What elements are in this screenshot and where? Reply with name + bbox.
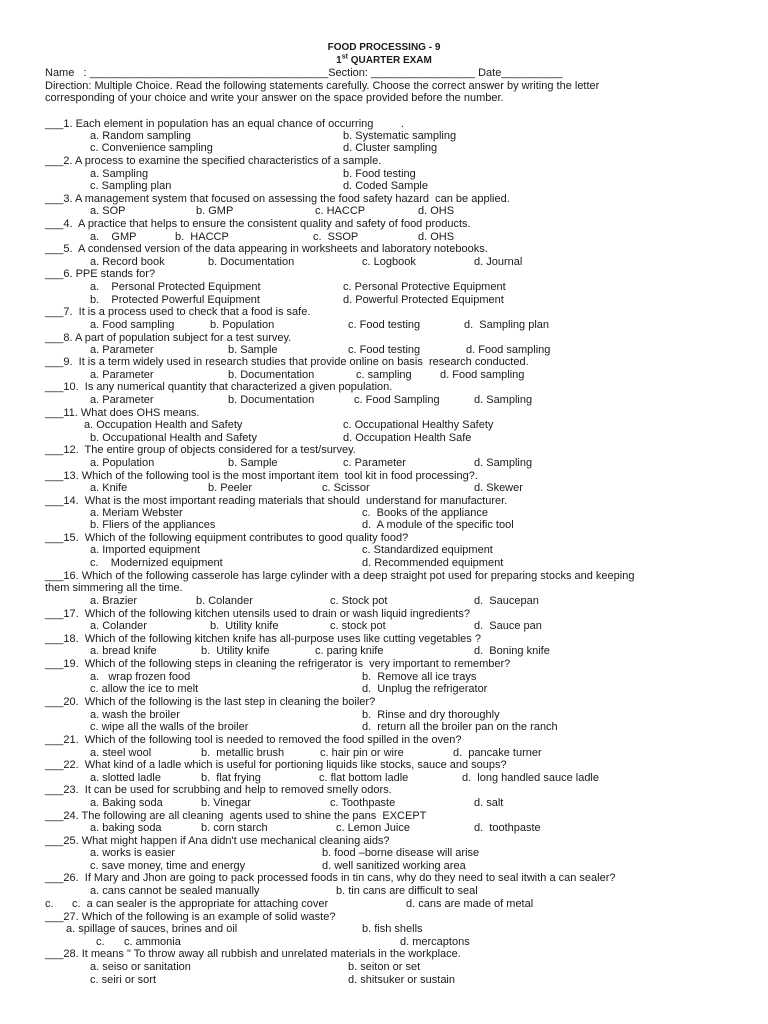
question-stem: ___20. Which of the following is the last step in cleaning the boiler? <box>45 696 376 708</box>
answer-choice: a. Personal Protected Equipment <box>90 281 261 293</box>
question-stem: ___17. Which of the following kitchen utensils used to drain or wash liquid ingredients? <box>45 608 470 620</box>
student-info-line: Name : _______________________________________Section: _________________ Date__________ <box>45 67 563 79</box>
answer-choice: d. Cluster sampling <box>343 142 438 154</box>
answer-choice: b. Occupational Health and Safety <box>90 432 257 444</box>
answer-choice: b. Colander <box>196 595 253 607</box>
answer-choice: b. Documentation <box>228 369 315 381</box>
answer-choice: a. Occupation Health and Safety <box>84 419 243 431</box>
question-stem: ___16. Which of the following casserole has large cylinder with a deep straight pot used for preparing stocks and keeping <box>45 570 635 582</box>
answer-choice: c. <box>96 936 105 948</box>
answer-choice: a. baking soda <box>90 822 162 834</box>
exam-name: QUARTER EXAM <box>350 55 432 66</box>
answer-choice: c. seiri or sort <box>90 974 157 986</box>
answer-choice: d. Coded Sample <box>343 180 428 192</box>
question-stem: ___4. A practice that helps to ensure the consistent quality and safety of food products. <box>45 218 471 230</box>
answer-choice: c. Modernized equipment <box>90 557 223 569</box>
answer-choice: a. slotted ladle <box>90 772 161 784</box>
answer-choice: a. seiso or sanitation <box>90 961 191 973</box>
answer-choice: a. steel wool <box>90 747 152 759</box>
answer-choice: c. a can sealer is the appropriate for attaching cover <box>72 898 329 910</box>
answer-choice: c. sampling <box>356 369 412 381</box>
answer-choice: d. OHS <box>418 231 455 243</box>
question-stem: ___18. Which of the following kitchen knife has all-purpose uses like cutting vegetables ? <box>45 633 481 645</box>
answer-choice: a. wrap frozen food <box>90 671 191 683</box>
question-stem: ___9. It is a term widely used in research studies that provide online on basis research conducted. <box>45 356 529 368</box>
exam-ordinal: 1 <box>336 55 342 66</box>
question-stem: ___14. What is the most important reading materials that should understand for manufacturer. <box>45 495 508 507</box>
answer-choice: b. Sample <box>228 457 278 469</box>
answer-choice: b. fish shells <box>362 923 423 935</box>
answer-choice: d. Sauce pan <box>474 620 542 632</box>
answer-choice: b. seiton or set <box>348 961 421 973</box>
question-stem: ___3. A management system that focused on assessing the food safety hazard can be applied. <box>45 193 510 205</box>
answer-choice: c. Toothpaste <box>330 797 396 809</box>
answer-choice: a. Imported equipment <box>90 544 201 556</box>
answer-choice: b. metallic brush <box>201 747 285 759</box>
question-stem: ___6. PPE stands for? <box>45 268 156 280</box>
exam-title: FOOD PROCESSING - 9 <box>327 42 441 53</box>
answer-choice: b. GMP <box>196 205 234 217</box>
question-stem: ___1. Each element in population has an equal chance of occurring . <box>45 118 404 130</box>
answer-choice: a. Random sampling <box>90 130 191 142</box>
answer-choice: d. OHS <box>418 205 455 217</box>
answer-choice: c. HACCP <box>315 205 366 217</box>
question-stem: ___19. Which of the following steps in cleaning the refrigerator is very important to remember? <box>45 658 511 670</box>
question-stem: ___22. What kind of a ladle which is useful for portioning liquids like stocks, sauce and soups? <box>45 759 507 771</box>
answer-choice: a. Knife <box>90 482 128 494</box>
answer-choice: b. Remove all ice trays <box>362 671 477 683</box>
answer-choice: d. Food sampling <box>466 344 551 356</box>
answer-choice: c. ammonia <box>124 936 181 948</box>
answer-choice: c. hair pin or wire <box>320 747 404 759</box>
answer-choice: a. Population <box>90 457 155 469</box>
answer-choice: c. paring knife <box>315 645 384 657</box>
question-stem: ___25. What might happen if Ana didn't use mechanical cleaning aids? <box>45 835 390 847</box>
answer-choice: c. stock pot <box>330 620 386 632</box>
question-stem: ___27. Which of the following is an example of solid waste? <box>45 911 336 923</box>
answer-choice: b. Documentation <box>228 394 315 406</box>
answer-choice: d. mercaptons <box>400 936 470 948</box>
answer-choice: c. Books of the appliance <box>362 507 488 519</box>
answer-choice: d. Saucepan <box>474 595 539 607</box>
answer-choice: a. Food sampling <box>90 319 175 331</box>
answer-choice: b. Rinse and dry thoroughly <box>362 709 500 721</box>
answer-choice: d. well sanitized working area <box>322 860 466 872</box>
answer-choice: d. A module of the specific tool <box>362 519 514 531</box>
answer-choice: a. Parameter <box>90 344 154 356</box>
answer-choice: a. Parameter <box>90 369 154 381</box>
answer-choice: b. Systematic sampling <box>343 130 457 142</box>
answer-choice: a. bread knife <box>90 645 157 657</box>
answer-choice: a. cans cannot be sealed manually <box>90 885 260 897</box>
answer-choice: b. Food testing <box>343 168 416 180</box>
answer-choice: a. Meriam Webster <box>90 507 183 519</box>
answer-choice: d. Powerful Protected Equipment <box>343 294 504 306</box>
question-stem: ___21. Which of the following tool is needed to removed the food spilled in the oven? <box>45 734 462 746</box>
question-stem: ___10. Is any numerical quantity that characterized a given population. <box>45 381 393 393</box>
answer-choice: a. Brazier <box>90 595 138 607</box>
answer-choice: c. wipe all the walls of the broiler <box>90 721 249 733</box>
question-stem: ___2. A process to examine the specified characteristics of a sample. <box>45 155 382 167</box>
answer-choice: c. Parameter <box>343 457 406 469</box>
answer-choice: d. Recommended equipment <box>362 557 504 569</box>
question-stem: ___23. It can be used for scrubbing and help to removed smelly odors. <box>45 784 392 796</box>
question-stem: ___28. It means " To throw away all rubbish and unrelated materials in the workplace. <box>45 948 461 960</box>
answer-choice: a. spillage of sauces, brines and oil <box>66 923 238 935</box>
answer-choice: a. Sampling <box>90 168 149 180</box>
answer-choice: d. Journal <box>474 256 523 268</box>
answer-choice: c. flat bottom ladle <box>319 772 409 784</box>
answer-choice: d. toothpaste <box>474 822 541 834</box>
answer-choice: c. Personal Protective Equipment <box>343 281 506 293</box>
answer-choice: b. corn starch <box>201 822 268 834</box>
answer-choice: d. Skewer <box>474 482 523 494</box>
answer-choice: c. Food Sampling <box>354 394 440 406</box>
answer-choice: d. Occupation Health Safe <box>343 432 472 444</box>
answer-choice: d. long handled sauce ladle <box>462 772 599 784</box>
question-stem: ___26. If Mary and Jhon are going to pack processed foods in tin cans, why do they need to seal itwith a can sealer? <box>45 872 616 884</box>
directions-line: corresponding of your choice and write your answer on the space provided before the number. <box>45 92 504 104</box>
exam-subtitle <box>0 55 768 67</box>
answer-choice: a. works is easier <box>90 847 175 859</box>
answer-choice: a. wash the broiler <box>90 709 180 721</box>
answer-choice: d. Boning knife <box>474 645 550 657</box>
answer-choice: c. Sampling plan <box>90 180 172 192</box>
answer-choice: b. Population <box>210 319 275 331</box>
answer-choice: d. return all the broiler pan on the ranch <box>362 721 558 733</box>
answer-choice: c. <box>45 898 54 910</box>
answer-choice: d. shitsuker or sustain <box>348 974 455 986</box>
answer-choice: d. salt <box>474 797 504 809</box>
question-stem: ___13. Which of the following tool is the most important item tool kit in food processing?. <box>45 470 478 482</box>
question-stem: ___8. A part of population subject for a test survey. <box>45 332 292 344</box>
answer-choice: c. Stock pot <box>330 595 388 607</box>
exam-ordinal-suffix: st <box>341 53 348 61</box>
answer-choice: b. Fliers of the appliances <box>90 519 216 531</box>
answer-choice: d. Sampling <box>474 394 533 406</box>
answer-choice: b. Utility knife <box>210 620 279 632</box>
question-stem: ___12. The entire group of objects considered for a test/survey. <box>45 444 356 456</box>
answer-choice: b. Documentation <box>208 256 295 268</box>
answer-choice: b. Utility knife <box>201 645 270 657</box>
answer-choice: c. Lemon Juice <box>336 822 410 834</box>
question-stem: ___5. A condensed version of the data appearing in worksheets and laboratory notebooks. <box>45 243 488 255</box>
answer-choice: c. Food testing <box>348 319 421 331</box>
answer-choice: b. food –borne disease will arise <box>322 847 480 859</box>
answer-choice: c. SSOP <box>313 231 359 243</box>
question-stem: ___11. What does OHS means. <box>45 407 200 419</box>
answer-choice: a. Baking soda <box>90 797 163 809</box>
question-stem: ___24. The following are all cleaning agents used to shine the pans EXCEPT <box>45 810 427 822</box>
answer-choice: b. Protected Powerful Equipment <box>90 294 260 306</box>
answer-choice: b. flat frying <box>201 772 261 784</box>
answer-choice: them simmering all the time. <box>45 582 183 594</box>
answer-choice: b. HACCP <box>175 231 229 243</box>
question-stem: ___7. It is a process used to check that a food is safe. <box>45 306 311 318</box>
answer-choice: a. Record book <box>90 256 165 268</box>
answer-choice: d. Unplug the refrigerator <box>362 683 488 695</box>
answer-choice: c. Standardized equipment <box>362 544 493 556</box>
answer-choice: a. SOP <box>90 205 126 217</box>
answer-choice: b. Peeler <box>208 482 253 494</box>
answer-choice: b. Sample <box>228 344 278 356</box>
answer-choice: c. Food testing <box>348 344 421 356</box>
answer-choice: a. Colander <box>90 620 147 632</box>
answer-choice: b. tin cans are difficult to seal <box>336 885 478 897</box>
answer-choice: c. Scissor <box>322 482 370 494</box>
question-stem: ___15. Which of the following equipment contributes to good quality food? <box>45 532 409 544</box>
answer-choice: d. Food sampling <box>440 369 525 381</box>
answer-choice: c. Convenience sampling <box>90 142 213 154</box>
answer-choice: d. pancake turner <box>453 747 542 759</box>
answer-choice: a. GMP <box>90 231 137 243</box>
answer-choice: b. Vinegar <box>201 797 251 809</box>
answer-choice: d. Sampling <box>474 457 533 469</box>
answer-choice: c. Logbook <box>362 256 416 268</box>
answer-choice: d. cans are made of metal <box>406 898 534 910</box>
answer-choice: c. allow the ice to melt <box>90 683 199 695</box>
answer-choice: c. save money, time and energy <box>90 860 246 872</box>
answer-choice: a. Parameter <box>90 394 154 406</box>
directions-line: Direction: Multiple Choice. Read the following statements carefully. Choose the correct answer by writing the letter <box>45 80 600 92</box>
answer-choice: d. Sampling plan <box>464 319 549 331</box>
answer-choice: c. Occupational Healthy Safety <box>343 419 494 431</box>
